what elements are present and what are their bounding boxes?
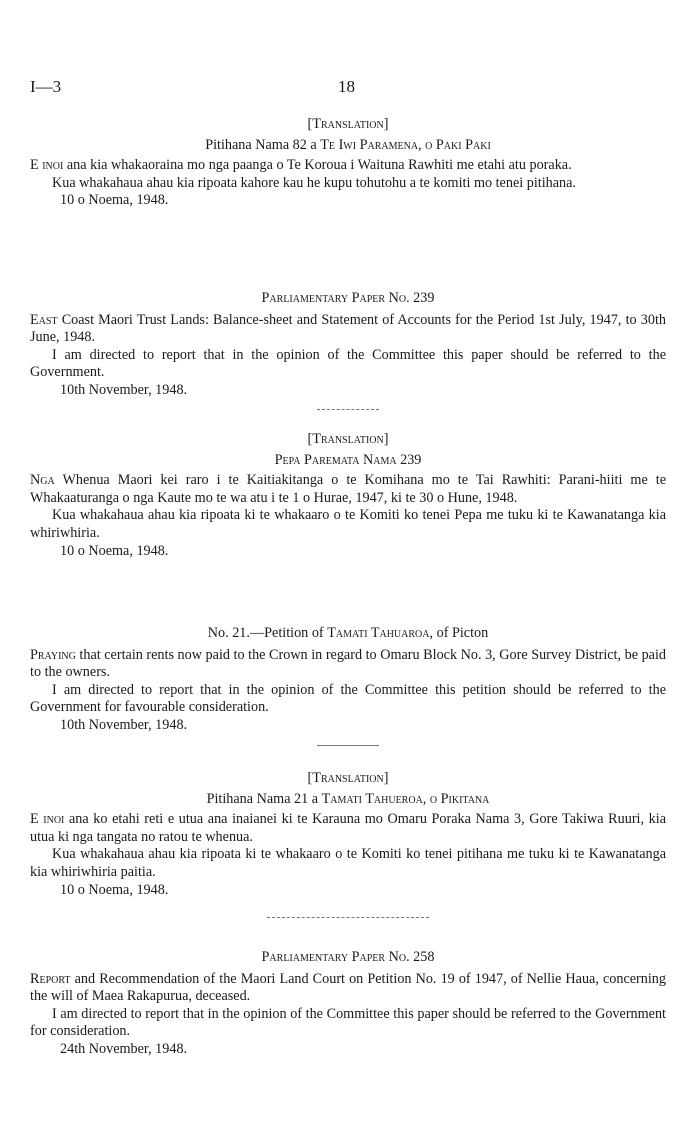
section-parliamentary-paper-239	[30, 290, 666, 400]
body-paragraph: Kua whakahaua ahau kia ripoata kahore kau he kupu tohutohu a te komiti mo tenei pitihana.	[52, 174, 576, 191]
body-paragraph	[30, 312, 666, 347]
translation-label: [Translation]	[307, 770, 389, 786]
section-petition-21	[30, 625, 666, 735]
body-paragraph	[30, 647, 666, 682]
body-paragraph: Kua whakahaua ahau kia ripoata ki te whakaaro o te Komiti ko tenei pitihana me tuku ki te Kawanatanga kia whiriwhiria paitia.	[30, 846, 666, 880]
divider	[30, 745, 666, 746]
lead-words: E inoi	[30, 157, 64, 174]
body-paragraph: I am directed to report that in the opinion of the Committee this petition should be referred to the Government for favourable consideration.	[30, 681, 666, 716]
body-paragraph	[30, 472, 666, 507]
section-heading	[30, 625, 666, 643]
heading-suffix: , of Picton	[429, 625, 489, 641]
lead-words: E inoi	[30, 811, 65, 828]
heading-name: Tamati Tahuaroa	[327, 625, 430, 641]
date-line: 24th November, 1948.	[60, 1040, 188, 1057]
page-number: 18	[338, 77, 355, 96]
lead-words: Report	[30, 970, 71, 987]
heading-prefix: Pitihana Nama 82 a	[205, 136, 321, 153]
section-translation-239	[30, 431, 666, 560]
date-line: 10 o Noema, 1948.	[60, 881, 169, 898]
divider	[30, 917, 666, 918]
date-line: 10 o Noema, 1948.	[60, 192, 169, 209]
date-line: 10 o Noema, 1948.	[60, 542, 169, 559]
lead-words: East	[30, 311, 58, 328]
section-translation-82	[30, 116, 666, 210]
body-paragraph: I am directed to report that in the opinion of the Committee this paper should be referred to the Government.	[30, 346, 666, 381]
paragraph-text: ana kia whakaoraina mo nga paanga o Te Koroua i Waituna Rawhiti me etahi atu poraka.	[63, 157, 572, 174]
section-heading: Pepa Paremata Nama 239	[274, 451, 422, 468]
paragraph-text: that certain rents now paid to the Crown in regard to Omaru Block No. 3, Gore Survey District, be paid to the owners.	[30, 646, 666, 681]
page-header	[30, 78, 666, 100]
heading-prefix: Pitihana Nama 21 a	[206, 790, 322, 807]
section-translation-21	[30, 770, 666, 899]
lead-words: Nga	[30, 472, 55, 489]
section-heading: Parliamentary Paper No. 239	[261, 290, 435, 306]
divider	[30, 409, 666, 410]
document-page	[30, 77, 666, 1057]
paper-code: I—3	[30, 77, 62, 96]
date-line: 10th November, 1948.	[60, 381, 188, 398]
body-paragraph	[30, 811, 666, 846]
date-line: 10th November, 1948.	[60, 716, 188, 733]
paragraph-text: Whenua Maori kei raro i te Kaitiakitanga o te Komihana mo te Tai Rawhiti: Parani-hiiti me te Whakaaturanga o nga Kaute mo te wa atu i te 1 o Hurae, 1947, ki te 30 o Hune, 1948.	[30, 472, 666, 506]
body-paragraph	[30, 971, 666, 1006]
translation-label: [Translation]	[307, 116, 389, 132]
heading-name: Tamati Tahueroa, o Pikitana	[321, 790, 490, 807]
body-paragraph	[30, 157, 666, 175]
body-paragraph: Kua whakahaua ahau kia ripoata ki te whakaaro o te Komiti ko tenei Pepa me tuku ki te Kawanatanga kia whiriwhiria.	[30, 507, 666, 541]
lead-words: Praying	[30, 646, 76, 663]
translation-label: [Translation]	[307, 431, 389, 447]
body-paragraph: I am directed to report that in the opinion of the Committee this paper should be referred to the Government for consideration.	[30, 1005, 666, 1040]
heading-prefix: No. 21.—Petition of	[207, 625, 328, 641]
paragraph-text: ana ko etahi reti e utua ana inaianei ki te Karauna mo Omaru Poraka Nama 3, Gore Takiwa Ruuri, kia utua ki nga tangata no ratou te whenua.	[30, 811, 666, 845]
section-parliamentary-paper-258	[30, 949, 666, 1059]
section-heading	[30, 791, 666, 809]
paragraph-text: and Recommendation of the Maori Land Court on Petition No. 19 of 1947, of Nellie Haua, concerning the will of Maea Rakapurua, deceased.	[30, 970, 666, 1005]
section-heading	[30, 137, 666, 155]
section-heading: Parliamentary Paper No. 258	[261, 949, 435, 965]
paragraph-text: Coast Maori Trust Lands: Balance-sheet and Statement of Accounts for the Period 1st July, 1947, to 30th June, 1948.	[30, 311, 666, 346]
heading-name: Te Iwi Paramena, o Paki Paki	[320, 136, 491, 153]
